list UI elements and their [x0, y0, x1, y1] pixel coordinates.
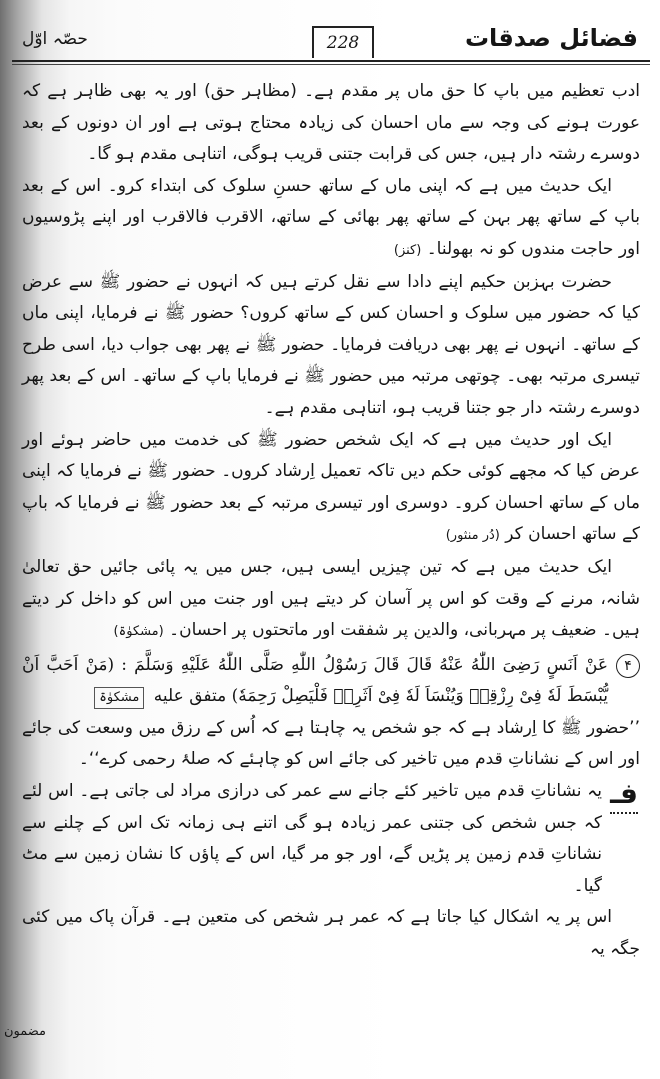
paragraph-2-source: (کنز): [393, 242, 422, 258]
part-label: حصّہ اوّل: [22, 29, 88, 49]
paragraph-4-text: ایک اور حدیث میں ہے کہ ایک شخص حضور ﷺ کی خدمت میں حاضر ہوئے اور عرض کیا کہ مجھے کوئی حکم دیں تاکہ تعمیل اِرشاد کروں۔ حضور ﷺ نے فرمایا کہ اپنی ماں کے ساتھ احسان کرو۔ دوسری اور تیسری مرتبہ کے بعد حضور ﷺ نے فرمایا کہ باپ کے ساتھ احسان کر: [22, 429, 640, 545]
paragraph-4: [22, 425, 640, 552]
page-number-box: [312, 26, 374, 58]
page-number: 228: [326, 33, 360, 53]
paragraph-5-text: ایک حدیث میں ہے کہ تین چیزیں ایسی ہیں، جس میں یہ پائی جائیں حق تعالیٰ شانہ، مرنے کے وقت کو اس پر آسان کر دیتے ہیں اور جنت میں اس کو داخل کر دیتے ہیں۔ ضعیف پر مہربانی، والدین پر شفقت اور ماتحتوں پر احسان۔: [22, 556, 640, 641]
paragraph-3: حضرت بہزبن حکیم اپنے دادا سے نقل کرتے ہیں کہ انہوں نے حضور ﷺ سے عرض کیا کہ حضور میں سلوک و احسان کس کے ساتھ کروں؟ حضور ﷺ نے فرمایا، اپنی ماں کے ساتھ۔ انہوں نے پھر بھی دریافت فرمایا۔ حضور ﷺ نے پھر بھی جواب دیا، اسی طرح تیسری مرتبہ بھی۔ چوتھی مرتبہ میں حضور ﷺ نے فرمایا باپ کے ساتھ۔ اس کے بعد پھر دوسرے رشتہ دار جو جتنا قریب ہو، اتناہی مقدم ہے۔: [22, 271, 640, 418]
book-title: فضائل صدقات: [464, 24, 638, 52]
paragraph-5-source: (مشکوٰۃ): [113, 624, 164, 640]
paragraph-5: [22, 552, 640, 648]
hadith-block: [22, 650, 640, 713]
paragraph-2: [22, 171, 640, 267]
hadith-translation: ’’حضور ﷺ کا اِرشاد ہے کہ جو شخص یہ چاہتا ہے کہ اُس کے رزق میں وسعت کی جائے اور اس کے نشاناتِ قدم میں تاخیر کی جائے اس کو چاہئے کہ صلۂ رحمی کرے‘‘۔: [22, 717, 640, 770]
commentary-block: [22, 776, 640, 902]
paragraph-2-text: ایک حدیث میں ہے کہ اپنی ماں کے ساتھ حسنِ سلوک کی ابتداء کرو۔ اس کے بعد باپ کے ساتھ پھر بہن کے ساتھ پھر بھائی کے ساتھ، الاقرب فالاقرب اور اپنے پڑوسیوں اور حاجت مندوں کو نہ بھولنا۔: [22, 175, 640, 259]
header-rule-thin: [12, 64, 650, 65]
commentary-text: یہ نشاناتِ قدم میں تاخیر کئے جانے سے عمر کی درازی مراد لی جاتی ہے۔ اس لئے کہ جس شخص کی جتنی عمر زیادہ ہو گی اتنے ہی زمانہ تک اس کے چلنے سے نشاناتِ قدم زمین پر پڑیں گے، اور جو مر گیا، اس کے پاؤں کا نشان زمین سے مٹ گیا۔: [22, 781, 602, 896]
hadith-arabic-text: عَنْ اَنَسٍ رَضِیَ اللّٰهُ عَنْهُ قَالَ قَالَ رَسُوْلُ اللّٰهِ صَلَّى اللّٰهُ عَلَيْهِ وَسَلَّمَ : (مَنْ اَحَبَّ اَنْ يُّبْسَطَ لَهٗ فِىْ رِزْقِهٖ وَيُنْسَاَ لَهٗ فِىْ اَثَرِهٖ فَلْيَصِلْ رَحِمَهٗ) متفق عليه: [22, 654, 608, 707]
hadith-number-badge: ۴: [616, 654, 640, 678]
paragraph-4-source: (دُر منثور): [445, 528, 500, 544]
page-header: [12, 18, 650, 74]
page-body: [22, 76, 640, 1069]
header-rule: [12, 60, 650, 62]
hadith-source-box: مشکوٰۃ: [94, 687, 144, 709]
paragraph-1: ادب تعظیم میں باپ کا حق ماں پر مقدم ہے۔ (مظاہر حق) اور یہ بھی ظاہر ہے کہ عورت ہونے کی وجہ سے ماں احسان کی زیادہ محتاج ہوتی ہے اور ان دونوں کے بعد دوسرے رشتہ دار ہیں، جس کی قرابت جتنی قریب ہوگی، اتناہی مقدم ہو گا۔: [22, 81, 640, 165]
last-line: اس پر یہ اشکال کیا جاتا ہے کہ عمر ہر شخص کی متعین ہے۔ قرآن پاک میں کئی جگہ یہ: [22, 907, 640, 960]
catchword: مضمون: [4, 1024, 47, 1039]
commentary-marker: فـ: [610, 776, 638, 814]
